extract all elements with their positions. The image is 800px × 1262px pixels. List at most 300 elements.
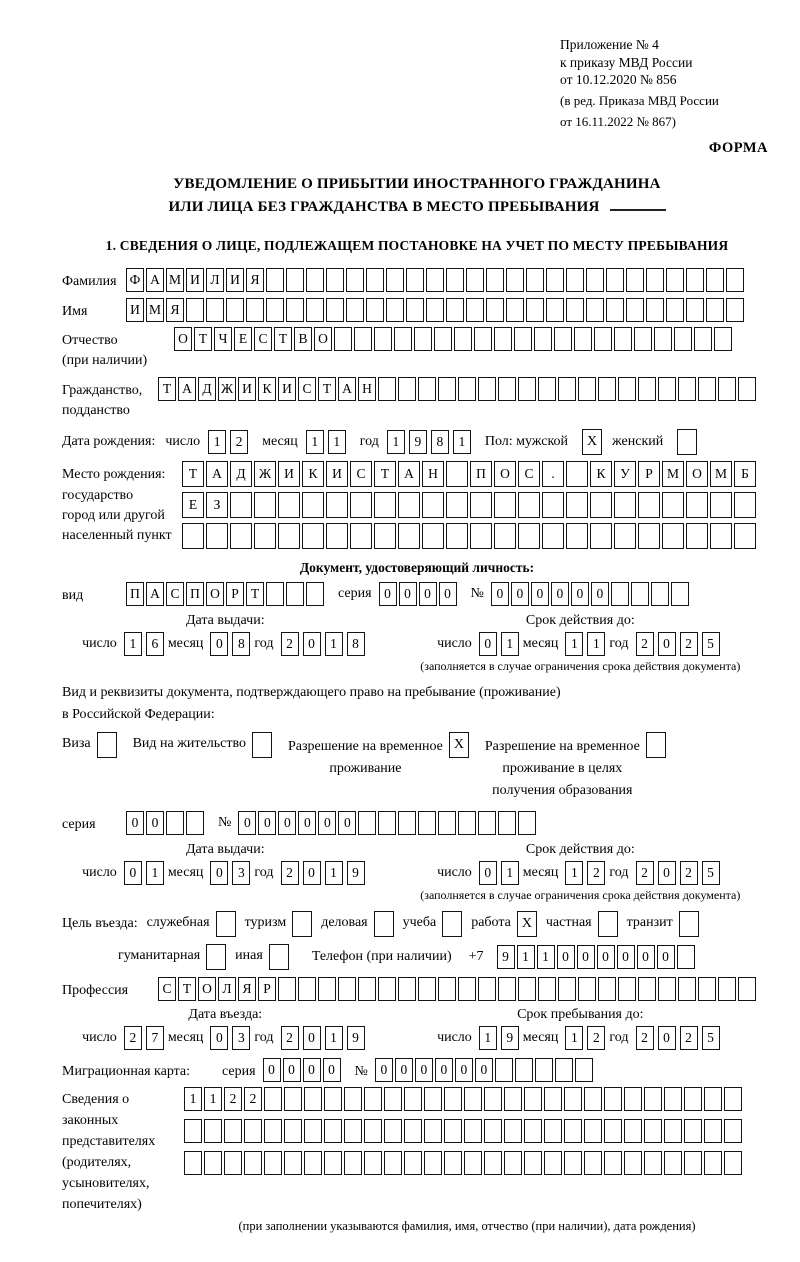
char-cell[interactable]: 0 <box>531 582 549 606</box>
char-cell[interactable]: 0 <box>551 582 569 606</box>
purpose-tranzit-checkbox[interactable] <box>679 911 699 937</box>
char-cell[interactable] <box>364 1087 382 1111</box>
char-cell[interactable] <box>738 377 756 401</box>
char-cell[interactable]: 3 <box>232 1026 250 1050</box>
char-cell[interactable] <box>678 377 696 401</box>
char-cell[interactable] <box>464 1151 482 1175</box>
char-cell[interactable] <box>686 492 708 518</box>
char-cell[interactable] <box>298 977 316 1001</box>
char-cell[interactable]: Т <box>158 377 176 401</box>
char-cell[interactable] <box>724 1119 742 1143</box>
char-cell[interactable] <box>638 492 660 518</box>
char-cell[interactable] <box>718 977 736 1001</box>
char-cell[interactable] <box>718 377 736 401</box>
char-cell[interactable]: М <box>146 298 164 322</box>
char-cell[interactable] <box>284 1151 302 1175</box>
char-cell[interactable] <box>206 298 224 322</box>
char-cell[interactable] <box>394 327 412 351</box>
char-cell[interactable] <box>398 811 416 835</box>
char-cell[interactable]: Д <box>230 461 252 487</box>
char-cell[interactable] <box>518 977 536 1001</box>
char-cell[interactable]: К <box>590 461 612 487</box>
char-cell[interactable]: 1 <box>537 945 555 969</box>
char-cell[interactable] <box>574 327 592 351</box>
char-cell[interactable]: 0 <box>210 632 228 656</box>
char-cell[interactable] <box>384 1087 402 1111</box>
char-cell[interactable] <box>346 268 364 292</box>
char-cell[interactable] <box>470 523 492 549</box>
char-cell[interactable] <box>334 327 352 351</box>
char-cell[interactable]: 1 <box>306 430 324 454</box>
char-cell[interactable] <box>286 268 304 292</box>
char-cell[interactable]: 0 <box>658 861 676 885</box>
char-cell[interactable] <box>518 492 540 518</box>
char-cell[interactable] <box>664 1087 682 1111</box>
char-cell[interactable]: 1 <box>565 632 583 656</box>
char-cell[interactable] <box>498 977 516 1001</box>
char-cell[interactable]: И <box>186 268 204 292</box>
char-cell[interactable] <box>418 977 436 1001</box>
char-cell[interactable]: 2 <box>124 1026 142 1050</box>
char-cell[interactable] <box>518 523 540 549</box>
char-cell[interactable] <box>398 492 420 518</box>
char-cell[interactable] <box>424 1119 442 1143</box>
char-cell[interactable] <box>586 268 604 292</box>
char-cell[interactable]: К <box>258 377 276 401</box>
char-cell[interactable] <box>498 377 516 401</box>
char-cell[interactable] <box>524 1087 542 1111</box>
char-cell[interactable] <box>244 1151 262 1175</box>
char-cell[interactable] <box>526 268 544 292</box>
char-cell[interactable] <box>306 268 324 292</box>
char-cell[interactable] <box>318 977 336 1001</box>
char-cell[interactable] <box>230 523 252 549</box>
char-cell[interactable] <box>406 298 424 322</box>
char-cell[interactable] <box>524 1119 542 1143</box>
char-cell[interactable] <box>618 977 636 1001</box>
char-cell[interactable] <box>614 492 636 518</box>
char-cell[interactable] <box>566 268 584 292</box>
char-cell[interactable] <box>644 1087 662 1111</box>
char-cell[interactable] <box>306 582 324 606</box>
purpose-ucheba-checkbox[interactable] <box>442 911 462 937</box>
char-cell[interactable]: 0 <box>657 945 675 969</box>
char-cell[interactable]: 0 <box>379 582 397 606</box>
char-cell[interactable] <box>678 977 696 1001</box>
char-cell[interactable] <box>186 811 204 835</box>
purpose-chastnaya-checkbox[interactable] <box>598 911 618 937</box>
char-cell[interactable] <box>266 268 284 292</box>
char-cell[interactable] <box>438 811 456 835</box>
char-cell[interactable] <box>206 523 228 549</box>
char-cell[interactable] <box>724 1151 742 1175</box>
char-cell[interactable] <box>264 1151 282 1175</box>
char-cell[interactable]: 2 <box>680 632 698 656</box>
char-cell[interactable]: 1 <box>204 1087 222 1111</box>
purpose-sluzhebnaya-checkbox[interactable] <box>216 911 236 937</box>
char-cell[interactable]: О <box>314 327 332 351</box>
char-cell[interactable] <box>494 492 516 518</box>
male-checkbox[interactable]: X <box>582 429 602 455</box>
char-cell[interactable] <box>484 1087 502 1111</box>
char-cell[interactable] <box>378 977 396 1001</box>
char-cell[interactable] <box>671 582 689 606</box>
char-cell[interactable]: 0 <box>597 945 615 969</box>
char-cell[interactable] <box>598 377 616 401</box>
char-cell[interactable] <box>706 298 724 322</box>
char-cell[interactable]: 0 <box>263 1058 281 1082</box>
char-cell[interactable]: С <box>254 327 272 351</box>
char-cell[interactable] <box>374 327 392 351</box>
char-cell[interactable]: О <box>686 461 708 487</box>
char-cell[interactable]: 0 <box>637 945 655 969</box>
char-cell[interactable] <box>698 377 716 401</box>
char-cell[interactable] <box>704 1119 722 1143</box>
char-cell[interactable]: 2 <box>636 632 654 656</box>
char-cell[interactable] <box>694 327 712 351</box>
char-cell[interactable] <box>324 1119 342 1143</box>
char-cell[interactable] <box>374 492 396 518</box>
char-cell[interactable]: 0 <box>318 811 336 835</box>
char-cell[interactable] <box>542 492 564 518</box>
char-cell[interactable]: 0 <box>323 1058 341 1082</box>
char-cell[interactable] <box>302 523 324 549</box>
char-cell[interactable]: 2 <box>281 861 299 885</box>
char-cell[interactable] <box>478 977 496 1001</box>
char-cell[interactable]: Е <box>182 492 204 518</box>
char-cell[interactable]: 0 <box>617 945 635 969</box>
char-cell[interactable] <box>644 1151 662 1175</box>
char-cell[interactable] <box>646 268 664 292</box>
char-cell[interactable] <box>278 523 300 549</box>
char-cell[interactable] <box>444 1119 462 1143</box>
char-cell[interactable] <box>414 327 432 351</box>
char-cell[interactable] <box>244 1119 262 1143</box>
char-cell[interactable] <box>478 377 496 401</box>
char-cell[interactable]: С <box>166 582 184 606</box>
char-cell[interactable]: 1 <box>325 1026 343 1050</box>
char-cell[interactable] <box>594 327 612 351</box>
char-cell[interactable] <box>504 1087 522 1111</box>
char-cell[interactable]: О <box>174 327 192 351</box>
char-cell[interactable]: С <box>158 977 176 1001</box>
char-cell[interactable]: 2 <box>587 861 605 885</box>
char-cell[interactable] <box>486 298 504 322</box>
char-cell[interactable] <box>638 977 656 1001</box>
char-cell[interactable] <box>558 377 576 401</box>
char-cell[interactable] <box>204 1151 222 1175</box>
char-cell[interactable] <box>535 1058 553 1082</box>
char-cell[interactable] <box>398 977 416 1001</box>
char-cell[interactable] <box>466 298 484 322</box>
char-cell[interactable] <box>398 523 420 549</box>
char-cell[interactable]: Я <box>166 298 184 322</box>
char-cell[interactable]: 0 <box>577 945 595 969</box>
char-cell[interactable]: 1 <box>565 861 583 885</box>
char-cell[interactable]: 1 <box>479 1026 497 1050</box>
char-cell[interactable] <box>506 268 524 292</box>
char-cell[interactable] <box>611 582 629 606</box>
char-cell[interactable] <box>418 811 436 835</box>
char-cell[interactable] <box>486 268 504 292</box>
char-cell[interactable] <box>278 977 296 1001</box>
char-cell[interactable] <box>604 1151 622 1175</box>
char-cell[interactable] <box>378 811 396 835</box>
char-cell[interactable] <box>358 811 376 835</box>
purpose-gumanitarnaya-checkbox[interactable] <box>206 944 226 970</box>
char-cell[interactable] <box>654 327 672 351</box>
char-cell[interactable]: 0 <box>511 582 529 606</box>
char-cell[interactable] <box>254 523 276 549</box>
char-cell[interactable]: 2 <box>680 1026 698 1050</box>
char-cell[interactable] <box>364 1151 382 1175</box>
char-cell[interactable]: 0 <box>415 1058 433 1082</box>
char-cell[interactable] <box>366 268 384 292</box>
visa-checkbox[interactable] <box>97 732 117 758</box>
char-cell[interactable] <box>506 298 524 322</box>
char-cell[interactable]: З <box>206 492 228 518</box>
char-cell[interactable]: 0 <box>298 811 316 835</box>
char-cell[interactable]: 1 <box>124 632 142 656</box>
char-cell[interactable]: Д <box>198 377 216 401</box>
char-cell[interactable] <box>538 977 556 1001</box>
char-cell[interactable] <box>544 1151 562 1175</box>
char-cell[interactable] <box>542 523 564 549</box>
char-cell[interactable]: А <box>338 377 356 401</box>
char-cell[interactable]: 0 <box>571 582 589 606</box>
char-cell[interactable] <box>604 1087 622 1111</box>
char-cell[interactable]: 1 <box>517 945 535 969</box>
char-cell[interactable]: Н <box>358 377 376 401</box>
char-cell[interactable] <box>514 327 532 351</box>
char-cell[interactable]: 1 <box>146 861 164 885</box>
char-cell[interactable] <box>518 811 536 835</box>
char-cell[interactable]: О <box>206 582 224 606</box>
char-cell[interactable] <box>286 298 304 322</box>
char-cell[interactable] <box>344 1087 362 1111</box>
char-cell[interactable] <box>638 523 660 549</box>
char-cell[interactable] <box>446 523 468 549</box>
char-cell[interactable]: 0 <box>303 1058 321 1082</box>
char-cell[interactable]: 0 <box>375 1058 393 1082</box>
char-cell[interactable] <box>406 268 424 292</box>
char-cell[interactable] <box>614 327 632 351</box>
char-cell[interactable]: 0 <box>399 582 417 606</box>
char-cell[interactable] <box>346 298 364 322</box>
char-cell[interactable]: Т <box>182 461 204 487</box>
char-cell[interactable] <box>204 1119 222 1143</box>
char-cell[interactable] <box>358 977 376 1001</box>
char-cell[interactable] <box>686 298 704 322</box>
char-cell[interactable]: Ж <box>254 461 276 487</box>
female-checkbox[interactable] <box>677 429 697 455</box>
purpose-turizm-checkbox[interactable] <box>292 911 312 937</box>
char-cell[interactable] <box>326 268 344 292</box>
char-cell[interactable]: 0 <box>479 861 497 885</box>
char-cell[interactable] <box>366 298 384 322</box>
char-cell[interactable]: 1 <box>387 430 405 454</box>
char-cell[interactable]: Ф <box>126 268 144 292</box>
char-cell[interactable] <box>644 1119 662 1143</box>
char-cell[interactable] <box>518 377 536 401</box>
char-cell[interactable]: 0 <box>303 1026 321 1050</box>
char-cell[interactable]: 0 <box>258 811 276 835</box>
char-cell[interactable]: Т <box>274 327 292 351</box>
char-cell[interactable] <box>424 1151 442 1175</box>
char-cell[interactable] <box>404 1151 422 1175</box>
char-cell[interactable] <box>704 1087 722 1111</box>
char-cell[interactable] <box>404 1087 422 1111</box>
char-cell[interactable] <box>384 1151 402 1175</box>
char-cell[interactable]: 0 <box>126 811 144 835</box>
char-cell[interactable]: П <box>470 461 492 487</box>
char-cell[interactable] <box>418 377 436 401</box>
char-cell[interactable] <box>304 1151 322 1175</box>
char-cell[interactable] <box>284 1087 302 1111</box>
char-cell[interactable] <box>226 298 244 322</box>
char-cell[interactable] <box>578 377 596 401</box>
char-cell[interactable]: 2 <box>636 1026 654 1050</box>
char-cell[interactable] <box>590 523 612 549</box>
char-cell[interactable] <box>726 298 744 322</box>
char-cell[interactable] <box>566 492 588 518</box>
char-cell[interactable] <box>166 811 184 835</box>
char-cell[interactable] <box>526 298 544 322</box>
char-cell[interactable] <box>626 298 644 322</box>
char-cell[interactable] <box>424 1087 442 1111</box>
char-cell[interactable] <box>575 1058 593 1082</box>
char-cell[interactable]: 1 <box>208 430 226 454</box>
char-cell[interactable]: И <box>226 268 244 292</box>
char-cell[interactable] <box>264 1087 282 1111</box>
char-cell[interactable] <box>470 492 492 518</box>
char-cell[interactable] <box>306 298 324 322</box>
char-cell[interactable]: П <box>186 582 204 606</box>
char-cell[interactable]: И <box>278 461 300 487</box>
char-cell[interactable]: 0 <box>210 1026 228 1050</box>
char-cell[interactable] <box>734 492 756 518</box>
char-cell[interactable] <box>626 268 644 292</box>
char-cell[interactable]: Б <box>734 461 756 487</box>
char-cell[interactable]: 0 <box>439 582 457 606</box>
char-cell[interactable] <box>666 298 684 322</box>
char-cell[interactable] <box>606 268 624 292</box>
char-cell[interactable] <box>534 327 552 351</box>
char-cell[interactable] <box>704 1151 722 1175</box>
char-cell[interactable] <box>544 1087 562 1111</box>
char-cell[interactable]: 9 <box>409 430 427 454</box>
char-cell[interactable]: 2 <box>636 861 654 885</box>
char-cell[interactable] <box>684 1119 702 1143</box>
char-cell[interactable] <box>555 1058 573 1082</box>
char-cell[interactable] <box>624 1151 642 1175</box>
char-cell[interactable]: В <box>294 327 312 351</box>
char-cell[interactable] <box>444 1151 462 1175</box>
char-cell[interactable]: 0 <box>557 945 575 969</box>
char-cell[interactable] <box>386 268 404 292</box>
char-cell[interactable] <box>598 977 616 1001</box>
char-cell[interactable] <box>666 268 684 292</box>
char-cell[interactable] <box>584 1119 602 1143</box>
char-cell[interactable]: М <box>710 461 732 487</box>
char-cell[interactable]: С <box>518 461 540 487</box>
char-cell[interactable] <box>710 492 732 518</box>
char-cell[interactable] <box>446 461 468 487</box>
char-cell[interactable]: 0 <box>435 1058 453 1082</box>
char-cell[interactable] <box>658 377 676 401</box>
char-cell[interactable]: 2 <box>224 1087 242 1111</box>
char-cell[interactable] <box>398 377 416 401</box>
residence-permit-checkbox[interactable] <box>252 732 272 758</box>
char-cell[interactable]: 9 <box>347 1026 365 1050</box>
char-cell[interactable] <box>710 523 732 549</box>
char-cell[interactable] <box>426 298 444 322</box>
char-cell[interactable] <box>438 377 456 401</box>
char-cell[interactable] <box>524 1151 542 1175</box>
char-cell[interactable] <box>364 1119 382 1143</box>
char-cell[interactable] <box>326 298 344 322</box>
char-cell[interactable]: 0 <box>658 632 676 656</box>
char-cell[interactable]: 6 <box>146 632 164 656</box>
char-cell[interactable] <box>590 492 612 518</box>
char-cell[interactable] <box>186 298 204 322</box>
char-cell[interactable] <box>326 523 348 549</box>
char-cell[interactable]: Т <box>246 582 264 606</box>
char-cell[interactable] <box>495 1058 513 1082</box>
char-cell[interactable] <box>494 523 516 549</box>
char-cell[interactable] <box>566 523 588 549</box>
char-cell[interactable]: С <box>350 461 372 487</box>
char-cell[interactable]: 0 <box>283 1058 301 1082</box>
char-cell[interactable]: 0 <box>303 632 321 656</box>
char-cell[interactable]: 2 <box>281 1026 299 1050</box>
char-cell[interactable]: 0 <box>338 811 356 835</box>
char-cell[interactable] <box>662 492 684 518</box>
char-cell[interactable]: 0 <box>124 861 142 885</box>
char-cell[interactable]: А <box>178 377 196 401</box>
purpose-rabota-checkbox[interactable]: X <box>517 911 537 937</box>
char-cell[interactable] <box>344 1151 362 1175</box>
char-cell[interactable]: И <box>278 377 296 401</box>
char-cell[interactable] <box>566 461 588 487</box>
char-cell[interactable] <box>354 327 372 351</box>
char-cell[interactable]: 9 <box>347 861 365 885</box>
char-cell[interactable] <box>504 1119 522 1143</box>
char-cell[interactable] <box>264 1119 282 1143</box>
char-cell[interactable] <box>724 1087 742 1111</box>
char-cell[interactable]: 2 <box>680 861 698 885</box>
char-cell[interactable] <box>444 1087 462 1111</box>
char-cell[interactable] <box>664 1151 682 1175</box>
char-cell[interactable]: А <box>206 461 228 487</box>
char-cell[interactable] <box>422 523 444 549</box>
char-cell[interactable]: 1 <box>325 632 343 656</box>
char-cell[interactable]: А <box>146 582 164 606</box>
char-cell[interactable]: 0 <box>455 1058 473 1082</box>
char-cell[interactable]: А <box>146 268 164 292</box>
char-cell[interactable]: Р <box>226 582 244 606</box>
char-cell[interactable] <box>544 1119 562 1143</box>
char-cell[interactable]: 2 <box>230 430 248 454</box>
char-cell[interactable]: 0 <box>278 811 296 835</box>
char-cell[interactable] <box>384 1119 402 1143</box>
char-cell[interactable]: 5 <box>702 632 720 656</box>
char-cell[interactable]: 0 <box>146 811 164 835</box>
char-cell[interactable]: 2 <box>244 1087 262 1111</box>
char-cell[interactable] <box>350 523 372 549</box>
char-cell[interactable]: Л <box>206 268 224 292</box>
char-cell[interactable] <box>446 492 468 518</box>
